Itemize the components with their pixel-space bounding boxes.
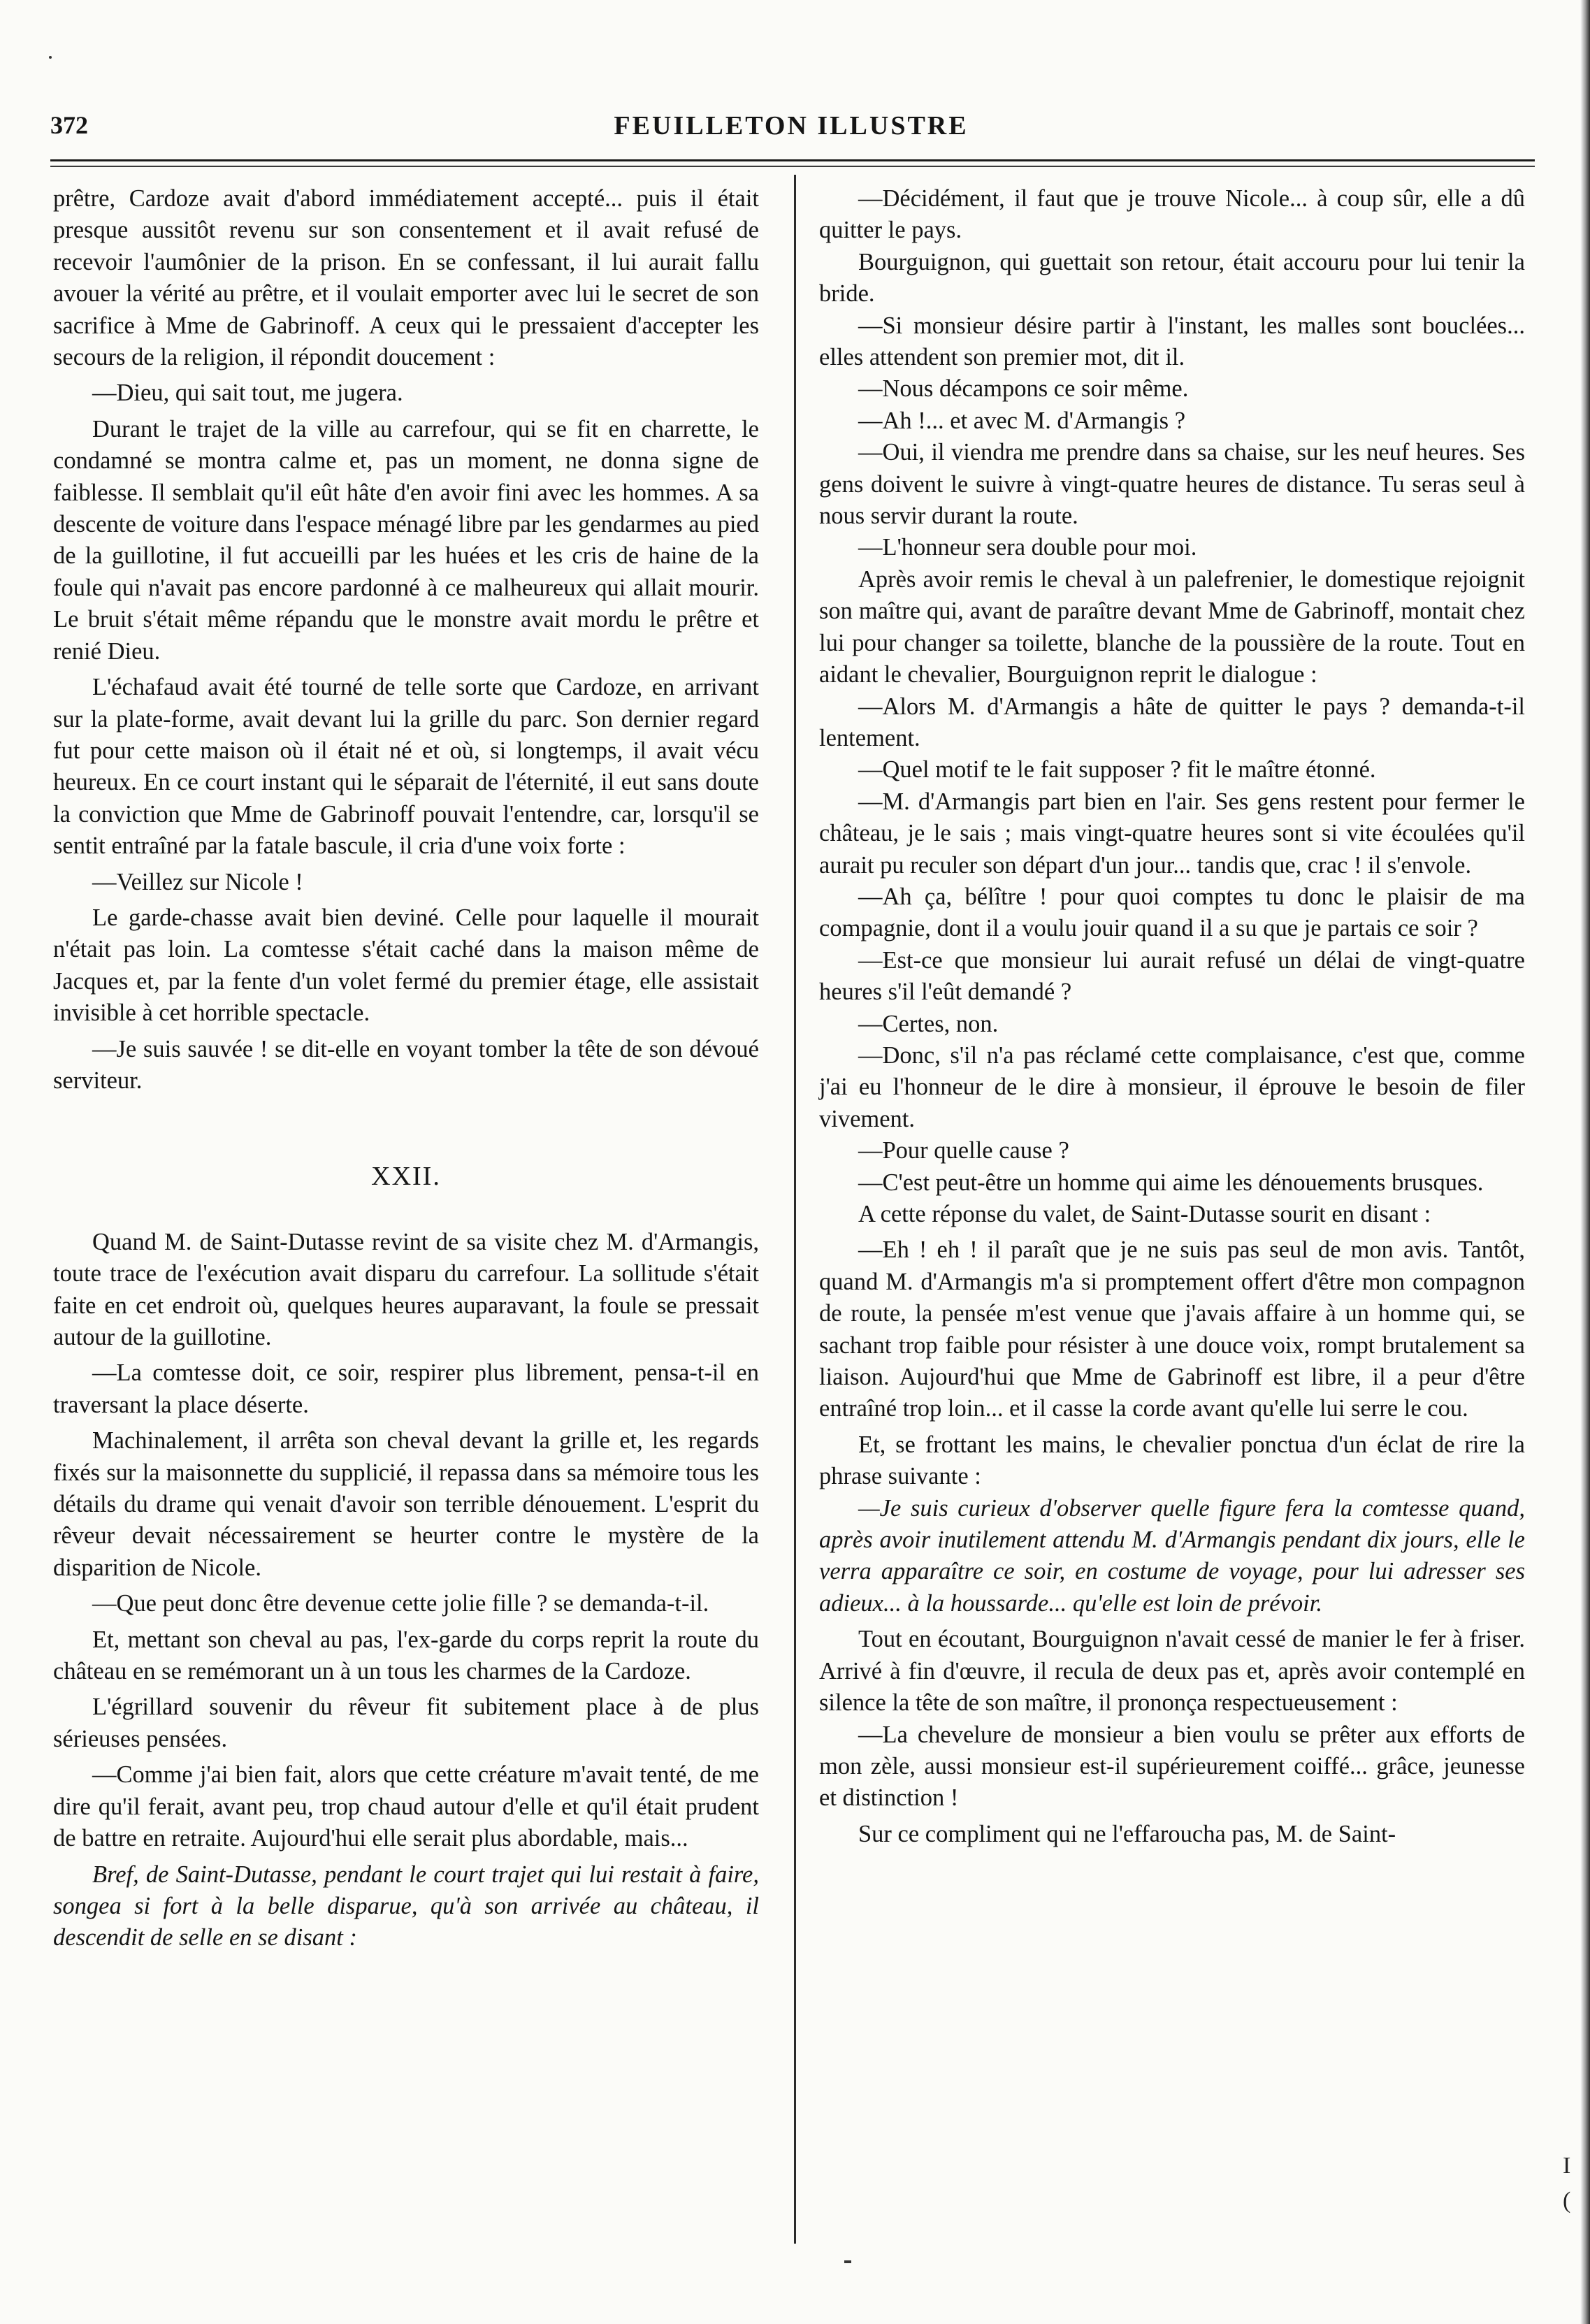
margin-mark: I bbox=[1563, 2153, 1571, 2179]
chapter-title: XXII. bbox=[371, 1162, 441, 1192]
paragraph: Bref, de Saint-Dutasse, pendant le court trajet qui lui restait à faire, songea si fort à la belle disparue, qu'à son arrivée au château, il descendit de selle en se disant : bbox=[53, 1861, 759, 1951]
paragraph: —Je suis sauvée ! se dit-elle en voyant tomber la tête de son dévoué serviteur. bbox=[53, 1035, 759, 1094]
paragraph: Quand M. de Saint-Dutasse revint de sa visite chez M. d'Armangis, toute trace de l'exécution avait disparu du carrefour. La sollitude s'était faite en cet endroit où, quelques heures auparavant, la foule se pressait autour de la guillotine. bbox=[53, 1228, 759, 1350]
paragraph: —Que peut donc être devenue cette jolie fille ? se demanda-t-il. bbox=[92, 1590, 709, 1617]
paragraph: Après avoir remis le cheval à un palefrenier, le domestique rejoignit son maître qui, avant de paraître devant Mme de Gabrinoff, montait chez lui pour changer sa toilette, blanche de la poussière de la route. Tout en aidant le chevalier, Bourguignon reprit le dialogue : bbox=[819, 565, 1525, 688]
paragraph: A cette réponse du valet, de Saint-Dutasse sourit en disant : bbox=[858, 1201, 1431, 1227]
margin-mark: ( bbox=[1563, 2188, 1571, 2214]
paragraph: Le garde-chasse avait bien deviné. Celle pour laquelle il mourait n'était pas loin. La comtesse s'était caché dans la maison même de Jacques et, par la fente d'un volet fermé du premier étage, elle assistait invisible à cet horrible spectacle. bbox=[53, 904, 759, 1027]
paragraph: —Ah ça, bélître ! pour quoi comptes tu donc le plaisir de ma compagnie, dont il a voulu jouir quand il a su que je partais ce soir ? bbox=[819, 883, 1525, 942]
paragraph: —Oui, il viendra me prendre dans sa chaise, sur les neuf heures. Ses gens doivent le suivre à vingt-quatre heures de distance. Tu seras seul à nous servir durant la route. bbox=[819, 439, 1525, 530]
paragraph: Et, mettant son cheval au pas, l'ex-garde du corps reprit la route du château en se remémorant un à un tous les charmes de la Cardoze. bbox=[53, 1626, 759, 1685]
running-title: FEUILLETON ILLUSTRE bbox=[614, 111, 969, 140]
paragraph: Bourguignon, qui guettait son retour, était accouru pour lui tenir la bride. bbox=[819, 248, 1525, 308]
paragraph: —La chevelure de monsieur a bien voulu se prêter aux efforts de mon zèle, aussi monsieur est-il supérieurement coiffé... grâce, jeunesse et distinction ! bbox=[819, 1721, 1525, 1812]
paragraph: —Veillez sur Nicole ! bbox=[92, 868, 303, 895]
scan-edge-shadow bbox=[1580, 0, 1590, 2324]
paragraph: —Alors M. d'Armangis a hâte de quitter le pays ? demanda-t-il lentement. bbox=[819, 693, 1525, 751]
scan-speck bbox=[844, 2260, 851, 2263]
paragraph: Tout en écoutant, Bourguignon n'avait cessé de manier le fer à friser. Arrivé à fin d'œuvre, il recula de deux pas et, après avoir contemplé en silence la tête de son maître, il prononça respectueusement : bbox=[819, 1626, 1525, 1717]
header-rule bbox=[50, 159, 1535, 161]
paragraph: prêtre, Cardoze avait d'abord immédiatement accepté... puis il était presque aussitôt revenu sur son consentement et il avait refusé de recevoir l'aumônier de la prison. En se confessant, il lui aurait fallu avouer la vérité au prêtre, et il voulait emporter avec lui le secret de son sacrifice à Mme de Gabrinoff. A ceux qui le pressaient d'accepter les secours de la religion, il répondit doucement : bbox=[53, 185, 759, 371]
paragraph: —Donc, s'il n'a pas réclamé cette complaisance, c'est que, comme j'ai eu l'honneur de le dire à monsieur, il éprouve le besoin de filer vivement. bbox=[819, 1041, 1525, 1132]
page-header bbox=[50, 105, 1532, 154]
paragraph: Sur ce compliment qui ne l'effaroucha pas, M. de Saint- bbox=[858, 1820, 1396, 1847]
paragraph: Machinalement, il arrêta son cheval devant la grille et, les regards fixés sur la maisonnette du supplicié, il repassa dans sa mémoire tous les détails du drame qui venait d'avoir son terrible dénouement. L'esprit du rêveur devait nécessairement se heurter contre le mystère de la disparition de Nicole. bbox=[53, 1427, 759, 1581]
paragraph: —La comtesse doit, ce soir, respirer plus librement, pensa-t-il en traversant la place déserte. bbox=[53, 1359, 759, 1418]
paragraph: —Eh ! eh ! il paraît que je ne suis pas seul de mon avis. Tantôt, quand M. d'Armangis m'a si promptement offert d'être mon compagnon de route, la pensée m'est venue que j'avais affaire à un homme qui, se sachant trop faible pour résister à une douce voix, rompt brutalement sa liaison. Aujourd'hui que Mme de Gabrinoff est libre, il a peur d'être entraîné trop loin... et il casse la corde avant qu'elle lui serre le cou. bbox=[819, 1236, 1525, 1422]
paragraph: —Si monsieur désire partir à l'instant, les malles sont bouclées... elles attendent son premier mot, dit il. bbox=[819, 312, 1525, 371]
paragraph: —Décidément, il faut que je trouve Nicole... à coup sûr, elle a dû quitter le pays. bbox=[819, 185, 1525, 244]
right-column bbox=[819, 183, 1525, 1850]
paragraph: Et, se frottant les mains, le chevalier ponctua d'un éclat de rire la phrase suivante : bbox=[819, 1431, 1525, 1490]
paragraph: —Je suis curieux d'observer quelle figure fera la comtesse quand, après avoir inutilement attendu M. d'Armangis pendant dix jours, elle le verra apparaître ce soir, en costume de voyage, pour lui adresser ses adieux... à la houssarde... qu'elle est loin de prévoir. bbox=[819, 1494, 1525, 1617]
page-number: 372 bbox=[50, 111, 88, 139]
paragraph: —Ah !... et avec M. d'Armangis ? bbox=[858, 407, 1186, 434]
paragraph: —M. d'Armangis part bien en l'air. Ses gens restent pour fermer le château, je le sais ; mais vingt-quatre heures sont si vite écoulées qu'il aurait pu reculer son départ d'un jour... tandis que, crac ! il s'envole. bbox=[819, 788, 1525, 879]
left-column bbox=[53, 183, 759, 1954]
paragraph: —Dieu, qui sait tout, me jugera. bbox=[92, 380, 403, 407]
paragraph: —L'honneur sera double pour moi. bbox=[858, 534, 1197, 561]
column-divider bbox=[794, 175, 796, 2244]
paragraph: —Certes, non. bbox=[858, 1010, 999, 1037]
scan-speck bbox=[49, 56, 52, 59]
paragraph: —Comme j'ai bien fait, alors que cette créature m'avait tenté, de me dire qu'il ferait, avant peu, trop chaud autour d'elle et qu'il était prudent de battre en retraite. Aujourd'hui elle serait plus abordable, mais... bbox=[53, 1761, 759, 1852]
paragraph: —Nous décampons ce soir même. bbox=[858, 375, 1189, 403]
paragraph: Durant le trajet de la ville au carrefour, qui se fit en charrette, le condamné se montra calme et, pas un moment, ne donna signe de faiblesse. Il semblait qu'il eût hâte d'en avoir fini avec les hommes. A sa descente de voiture dans l'espace ménagé libre par les gendarmes au pied de la guillotine, il fut accueilli par les huées et les cris de haine de la foule qui n'avait pas encore pardonné à ce malheureux qui allait mourir. Le bruit s'était même répandu que le monstre avait mordu le prêtre et renié Dieu. bbox=[53, 415, 759, 665]
paragraph: —Quel motif te le fait supposer ? fit le maître étonné. bbox=[858, 756, 1376, 784]
paragraph: L'égrillard souvenir du rêveur fit subitement place à de plus sérieuses pensées. bbox=[53, 1694, 759, 1752]
paragraph: —Est-ce que monsieur lui aurait refusé un délai de vingt-quatre heures s'il l'eût demandé ? bbox=[819, 946, 1525, 1006]
paragraph: L'échafaud avait été tourné de telle sorte que Cardoze, en arrivant sur la plate-forme, avait devant lui la grille du parc. Son dernier regard fut pour cette maison où il était né et où, si longtemps, il avait vécu heureux. En ce court instant qui le séparait de l'éternité, il eut sans doute la conviction que Mme de Gabrinoff pouvait l'entendre, car, lorsqu'il se sentit entraîné par la fatale bascule, il cria d'une voix forte : bbox=[53, 674, 759, 860]
paragraph: —Pour quelle cause ? bbox=[858, 1137, 1069, 1164]
header-rule-thin bbox=[50, 166, 1535, 167]
paragraph: —C'est peut-être un homme qui aime les dénouements brusques. bbox=[858, 1169, 1484, 1196]
